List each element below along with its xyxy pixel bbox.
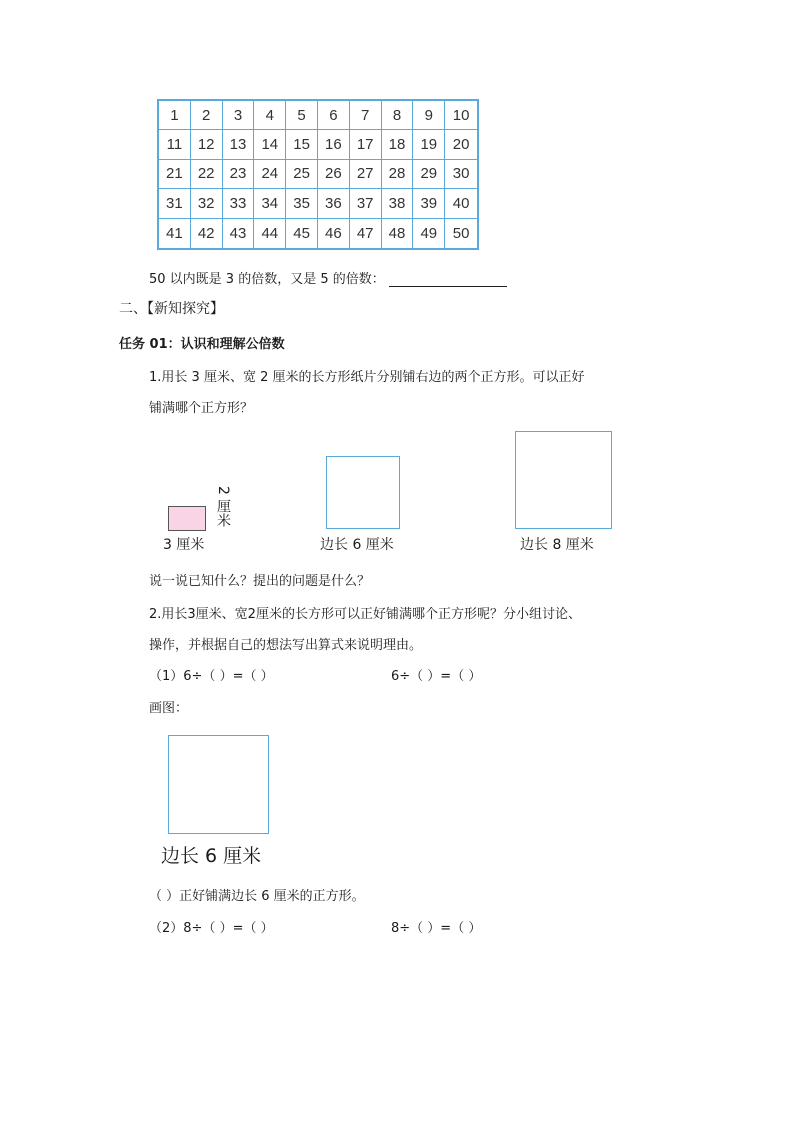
grid-cell: 47 xyxy=(350,219,382,248)
grid-cell: 17 xyxy=(350,130,382,159)
prompt-known: 说一说已知什么？提出的问题是什么？ xyxy=(149,574,371,589)
grid-cell: 18 xyxy=(382,130,414,159)
grid-cell: 15 xyxy=(286,130,318,159)
square-6-label: 边长 6 厘米 xyxy=(320,537,394,553)
fill-statement[interactable]: （ ）正好铺满边长 6 厘米的正方形。 xyxy=(149,889,365,904)
grid-cell: 7 xyxy=(350,101,382,130)
grid-cell: 16 xyxy=(318,130,350,159)
grid-cell: 12 xyxy=(191,130,223,159)
answer-blank[interactable] xyxy=(389,274,507,287)
square-8 xyxy=(515,431,612,529)
grid-cell: 23 xyxy=(223,160,255,189)
grid-cell: 26 xyxy=(318,160,350,189)
square-6 xyxy=(326,456,400,529)
grid-cell: 8 xyxy=(382,101,414,130)
grid-cell: 22 xyxy=(191,160,223,189)
rect-height-label: 2 厘米 xyxy=(215,486,231,528)
section-title: 二、【新知探究】 xyxy=(119,301,224,317)
draw-label: 画图： xyxy=(149,701,189,716)
grid-cell: 50 xyxy=(452,224,470,242)
grid-cell: 37 xyxy=(350,189,382,218)
multiples-question-text: 50 以内既是 3 的倍数，又是 5 的倍数： xyxy=(149,272,385,287)
grid-cell: 27 xyxy=(350,160,382,189)
grid-cell: 5 xyxy=(286,101,318,130)
grid-cell: 11 xyxy=(159,130,191,159)
grid-cell: 48 xyxy=(382,219,414,248)
grid-cell: 1 xyxy=(159,101,191,130)
grid-cell: 36 xyxy=(318,189,350,218)
grid-cell: 49 xyxy=(413,219,445,248)
equation-1a[interactable]: （1）6÷（ ）=（ ） xyxy=(149,669,274,684)
grid-cell: 20 xyxy=(445,130,477,159)
question-2-line-2: 操作，并根据自己的想法写出算式来说明理由。 xyxy=(149,638,423,653)
square-8-label: 边长 8 厘米 xyxy=(520,537,594,553)
grid-cell: 39 xyxy=(413,189,445,218)
multiples-question xyxy=(149,268,507,287)
grid-cell: 41 xyxy=(159,219,191,248)
grid-cell: 13 xyxy=(223,130,255,159)
grid-cell: 35 xyxy=(286,189,318,218)
grid-cell: 42 xyxy=(191,219,223,248)
grid-cell: 30 xyxy=(445,160,477,189)
grid-cell: 4 xyxy=(254,101,286,130)
grid-cell: 6 xyxy=(318,101,350,130)
grid-cell: 46 xyxy=(318,219,350,248)
grid-cell: 33 xyxy=(223,189,255,218)
grid-cell: 21 xyxy=(159,160,191,189)
grid-cell: 14 xyxy=(254,130,286,159)
grid-cell: 9 xyxy=(413,101,445,130)
task-title: 任务 01：认识和理解公倍数 xyxy=(119,337,285,352)
grid-cell: 29 xyxy=(413,160,445,189)
grid-cell: 44 xyxy=(254,219,286,248)
question-1-line-2: 铺满哪个正方形？ xyxy=(149,401,254,416)
grid-cell: 32 xyxy=(191,189,223,218)
grid-cell: 25 xyxy=(286,160,318,189)
equation-1b[interactable]: 6÷（ ）=（ ） xyxy=(391,669,482,684)
grid-cell: 28 xyxy=(382,160,414,189)
equation-2a[interactable]: （2）8÷（ ）=（ ） xyxy=(149,921,274,936)
question-1-line-1: 1.用长 3 厘米、宽 2 厘米的长方形纸片分别铺右边的两个正方形。可以正好 xyxy=(149,370,585,385)
grid-cell: 31 xyxy=(159,189,191,218)
grid-cell: 40 xyxy=(445,189,477,218)
grid-cell: 19 xyxy=(413,130,445,159)
rect-width-label: 3 厘米 xyxy=(163,537,205,553)
grid-cell: 34 xyxy=(254,189,286,218)
drawing-square[interactable] xyxy=(168,735,269,834)
grid-cell: 10 xyxy=(445,101,477,130)
grid-cell: 24 xyxy=(254,160,286,189)
small-rectangle xyxy=(168,506,206,531)
grid-cell: 3 xyxy=(223,101,255,130)
grid-cell: 38 xyxy=(382,189,414,218)
grid-cell: 2 xyxy=(191,101,223,130)
drawing-square-label: 边长 6 厘米 xyxy=(161,845,262,867)
equation-2b[interactable]: 8÷（ ）=（ ） xyxy=(391,921,482,936)
grid-cell: 45 xyxy=(286,219,318,248)
number-grid xyxy=(157,99,479,250)
grid-cell: 43 xyxy=(223,219,255,248)
question-2-line-1: 2.用长3厘米、宽2厘米的长方形可以正好铺满哪个正方形呢？分小组讨论、 xyxy=(149,607,581,622)
